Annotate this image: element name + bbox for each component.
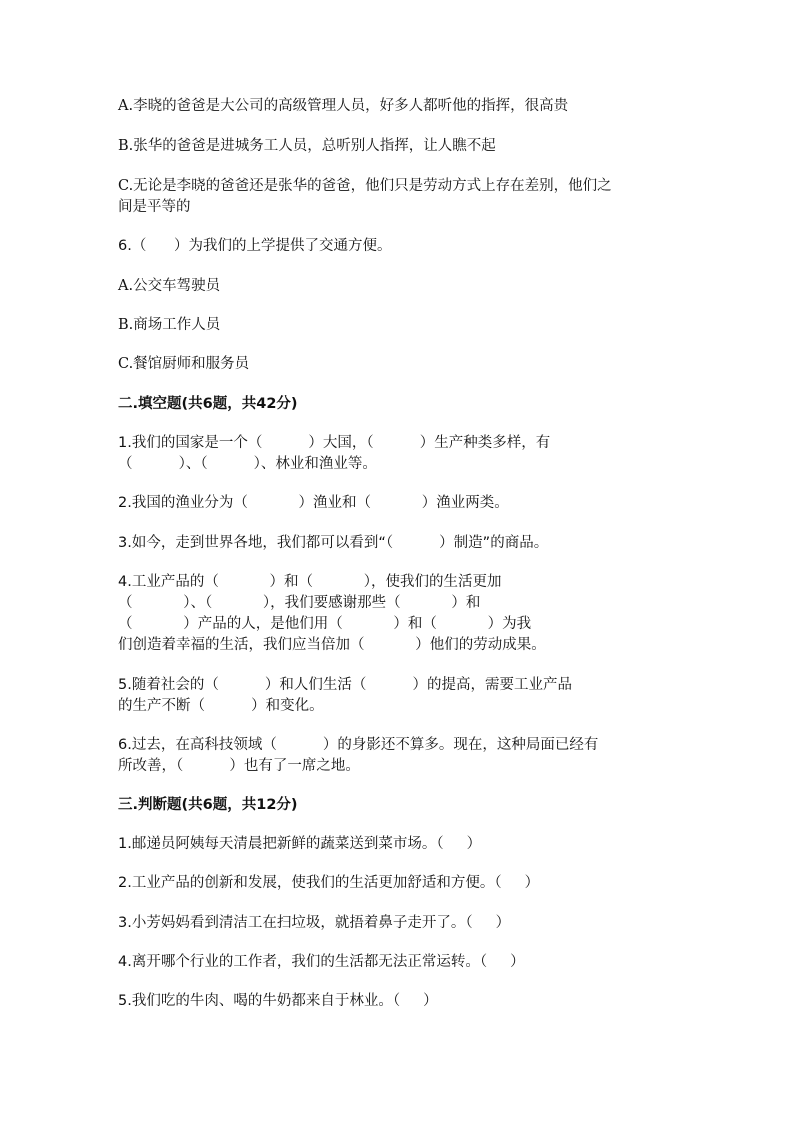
q6-option-a: A.公交车驾驶员 [118,278,221,294]
fill-q5-line2: 的生产不断（ ）和变化。 [118,698,324,714]
judge-q3: 3.小芳妈妈看到清洁工在扫垃圾，就捂着鼻子走开了。（ ） [118,915,511,931]
fill-q4-line1: 4.工业产品的（ ）和（ ），使我们的生活更加 [118,574,502,590]
section3-title: 三.判断题(共6题，共12分) [118,797,298,813]
judge-q1: 1.邮递员阿姨每天清晨把新鲜的蔬菜送到菜市场。（ ） [118,836,482,852]
q5-option-b: B.张华的爸爸是进城务工人员，总听别人指挥，让人瞧不起 [118,138,496,154]
fill-q4-line2: （ ）、（ ），我们要感谢那些（ ）和 [118,595,481,611]
fill-q1-line1: 1.我们的国家是一个（ ）大国，（ ）生产种类多样，有 [118,435,551,451]
fill-q5-line1: 5.随着社会的（ ）和人们生活（ ）的提高，需要工业产品 [118,677,573,693]
fill-q3: 3.如今，走到世界各地，我们都可以看到“（ ）制造”的商品。 [118,535,549,551]
fill-q4-line4: 们创造着幸福的生活，我们应当倍加（ ）他们的劳动成果。 [118,637,546,653]
q5-option-c-line2: 间是平等的 [118,199,191,215]
q5-option-a: A.李晓的爸爸是大公司的高级管理人员，好多人都听他的指挥，很高贵 [118,98,569,114]
fill-q1-line2: （ ）、（ ）、林业和渔业等。 [118,456,377,472]
judge-q5: 5.我们吃的牛肉、喝的牛奶都来自于林业。（ ） [118,993,438,1009]
q6-stem: 6.（ ）为我们的上学提供了交通方便。 [118,238,392,254]
fill-q6-line1: 6.过去，在高科技领域（ ）的身影还不算多。现在，这种局面已经有 [118,737,599,753]
judge-q2: 2.工业产品的创新和发展，使我们的生活更加舒适和方便。（ ） [118,875,540,891]
q5-option-c-line1: C.无论是李晓的爸爸还是张华的爸爸，他们只是劳动方式上存在差别，他们之 [118,178,612,194]
q6-option-c: C.餐馆厨师和服务员 [118,356,250,372]
q6-option-b: B.商场工作人员 [118,317,221,333]
fill-q6-line2: 所改善，（ ）也有了一席之地。 [118,758,360,774]
section2-title: 二.填空题(共6题，共42分) [118,396,298,412]
fill-q2: 2.我国的渔业分为（ ）渔业和（ ）渔业两类。 [118,495,509,511]
judge-q4: 4.离开哪个行业的工作者，我们的生活都无法正常运转。（ ） [118,954,525,970]
fill-q4-line3: （ ）产品的人，是他们用（ ）和（ ）为我 [118,616,532,632]
